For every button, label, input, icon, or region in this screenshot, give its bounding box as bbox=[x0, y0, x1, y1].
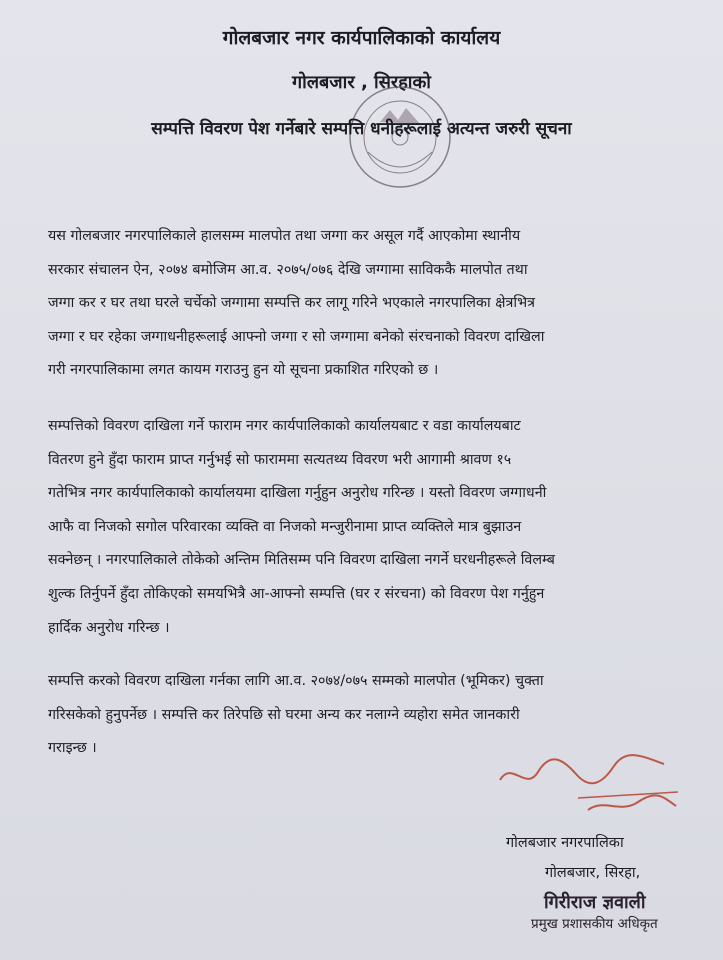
paragraph-line: यस गोलबजार नगरपालिकाले हालसम्म मालपोत तथा जग्गा कर असूल गर्दै आएकोमा स्थानीय bbox=[48, 228, 521, 244]
paragraph-line: जग्गा र घर रहेका जग्गाधनीहरूलाई आफ्नो जग्गा र सो जग्गामा बनेको संरचनाको विवरण दाखिला bbox=[48, 328, 545, 345]
paragraph-line: जग्गा कर र घर तथा घरले चर्चेको जग्गामा सम्पत्ति कर लागू गरिने भएकाले नगरपालिका क्षेत्रभित्र bbox=[48, 295, 536, 312]
signatory-name: गिरीराज ज्ञवाली bbox=[544, 892, 646, 913]
paragraph-1 bbox=[48, 220, 688, 388]
paragraph-line: गराइन्छ । bbox=[48, 740, 97, 757]
signatory-place: गोलबजार, सिरहा, bbox=[545, 865, 641, 881]
paragraph-line: गरिसकेको हुनुपर्नेछ । सम्पत्ति कर तिरेपछि सो घरमा अन्य कर नलाग्ने व्यहोरा समेत जानकारी bbox=[48, 706, 520, 723]
office-location: गोलबजार , सिरहाको bbox=[292, 72, 431, 93]
paragraph-line: आफै वा निजको सगोल परिवारका व्यक्ति वा निजको मन्जुरीनामा प्राप्त व्यक्तिले मात्र बुझाउन bbox=[48, 518, 522, 535]
signatory-office: गोलबजार नगरपालिका bbox=[506, 835, 624, 851]
paragraph-line: वितरण हुने हुँदा फाराम प्राप्त गर्नुभई सो फाराममा सत्यतथ्य विवरण भरी आगामी श्रावण १५ bbox=[48, 451, 512, 468]
paragraph-line: शुल्क तिर्नुपर्ने हुँदा तोकिएको समयभित्रै आ-आफ्नो सम्पत्ति (घर र संरचना) को विवरण पेश गर्नुहुन bbox=[48, 585, 545, 602]
paragraph-line: सम्पत्ति करको विवरण दाखिला गर्नका लागि आ.व. २०७४/०७५ सम्मको मालपोत (भूमिकर) चुक्ता bbox=[48, 673, 544, 689]
paragraph-line: सरकार संचालन ऐन, २०७४ बमोजिम आ.व. २०७५/०७६ देखि जग्गामा साविककै मालपोत तथा bbox=[48, 261, 528, 278]
handwritten-signature bbox=[492, 740, 682, 825]
paragraph-line: सम्पत्तिको विवरण दाखिला गर्ने फाराम नगर कार्यपालिकाको कार्यालयबाट र वडा कार्यालयबाट bbox=[48, 418, 521, 434]
office-title: गोलबजार नगर कार्यपालिकाको कार्यालय bbox=[222, 27, 501, 49]
paragraph-line: गतेभित्र नगर कार्यपालिकाको कार्यालयमा दाखिला गर्नुहुन अनुरोध गरिन्छ । यस्तो विवरण जग्गाधनी bbox=[48, 485, 547, 502]
paragraph-line: गरी नगरपालिकामा लगत कायम गराउनु हुन यो सूचना प्रकाशित गरिएको छ । bbox=[48, 362, 439, 379]
paragraph-line: सक्नेछन् । नगरपालिकाले तोकेको अन्तिम मितिसम्म पनि विवरण दाखिला नगर्ने घरधनीहरूले विलम्ब bbox=[48, 552, 555, 569]
paragraph-line: हार्दिक अनुरोध गरिन्छ । bbox=[48, 619, 170, 636]
signatory-role: प्रमुख प्रशासकीय अधिकृत bbox=[531, 916, 658, 932]
notice-heading: सम्पत्ति विवरण पेश गर्नेबारे सम्पत्ति धनीहरूलाई अत्यन्त जरुरी सूचना bbox=[151, 119, 572, 139]
paragraph-2 bbox=[48, 410, 688, 645]
